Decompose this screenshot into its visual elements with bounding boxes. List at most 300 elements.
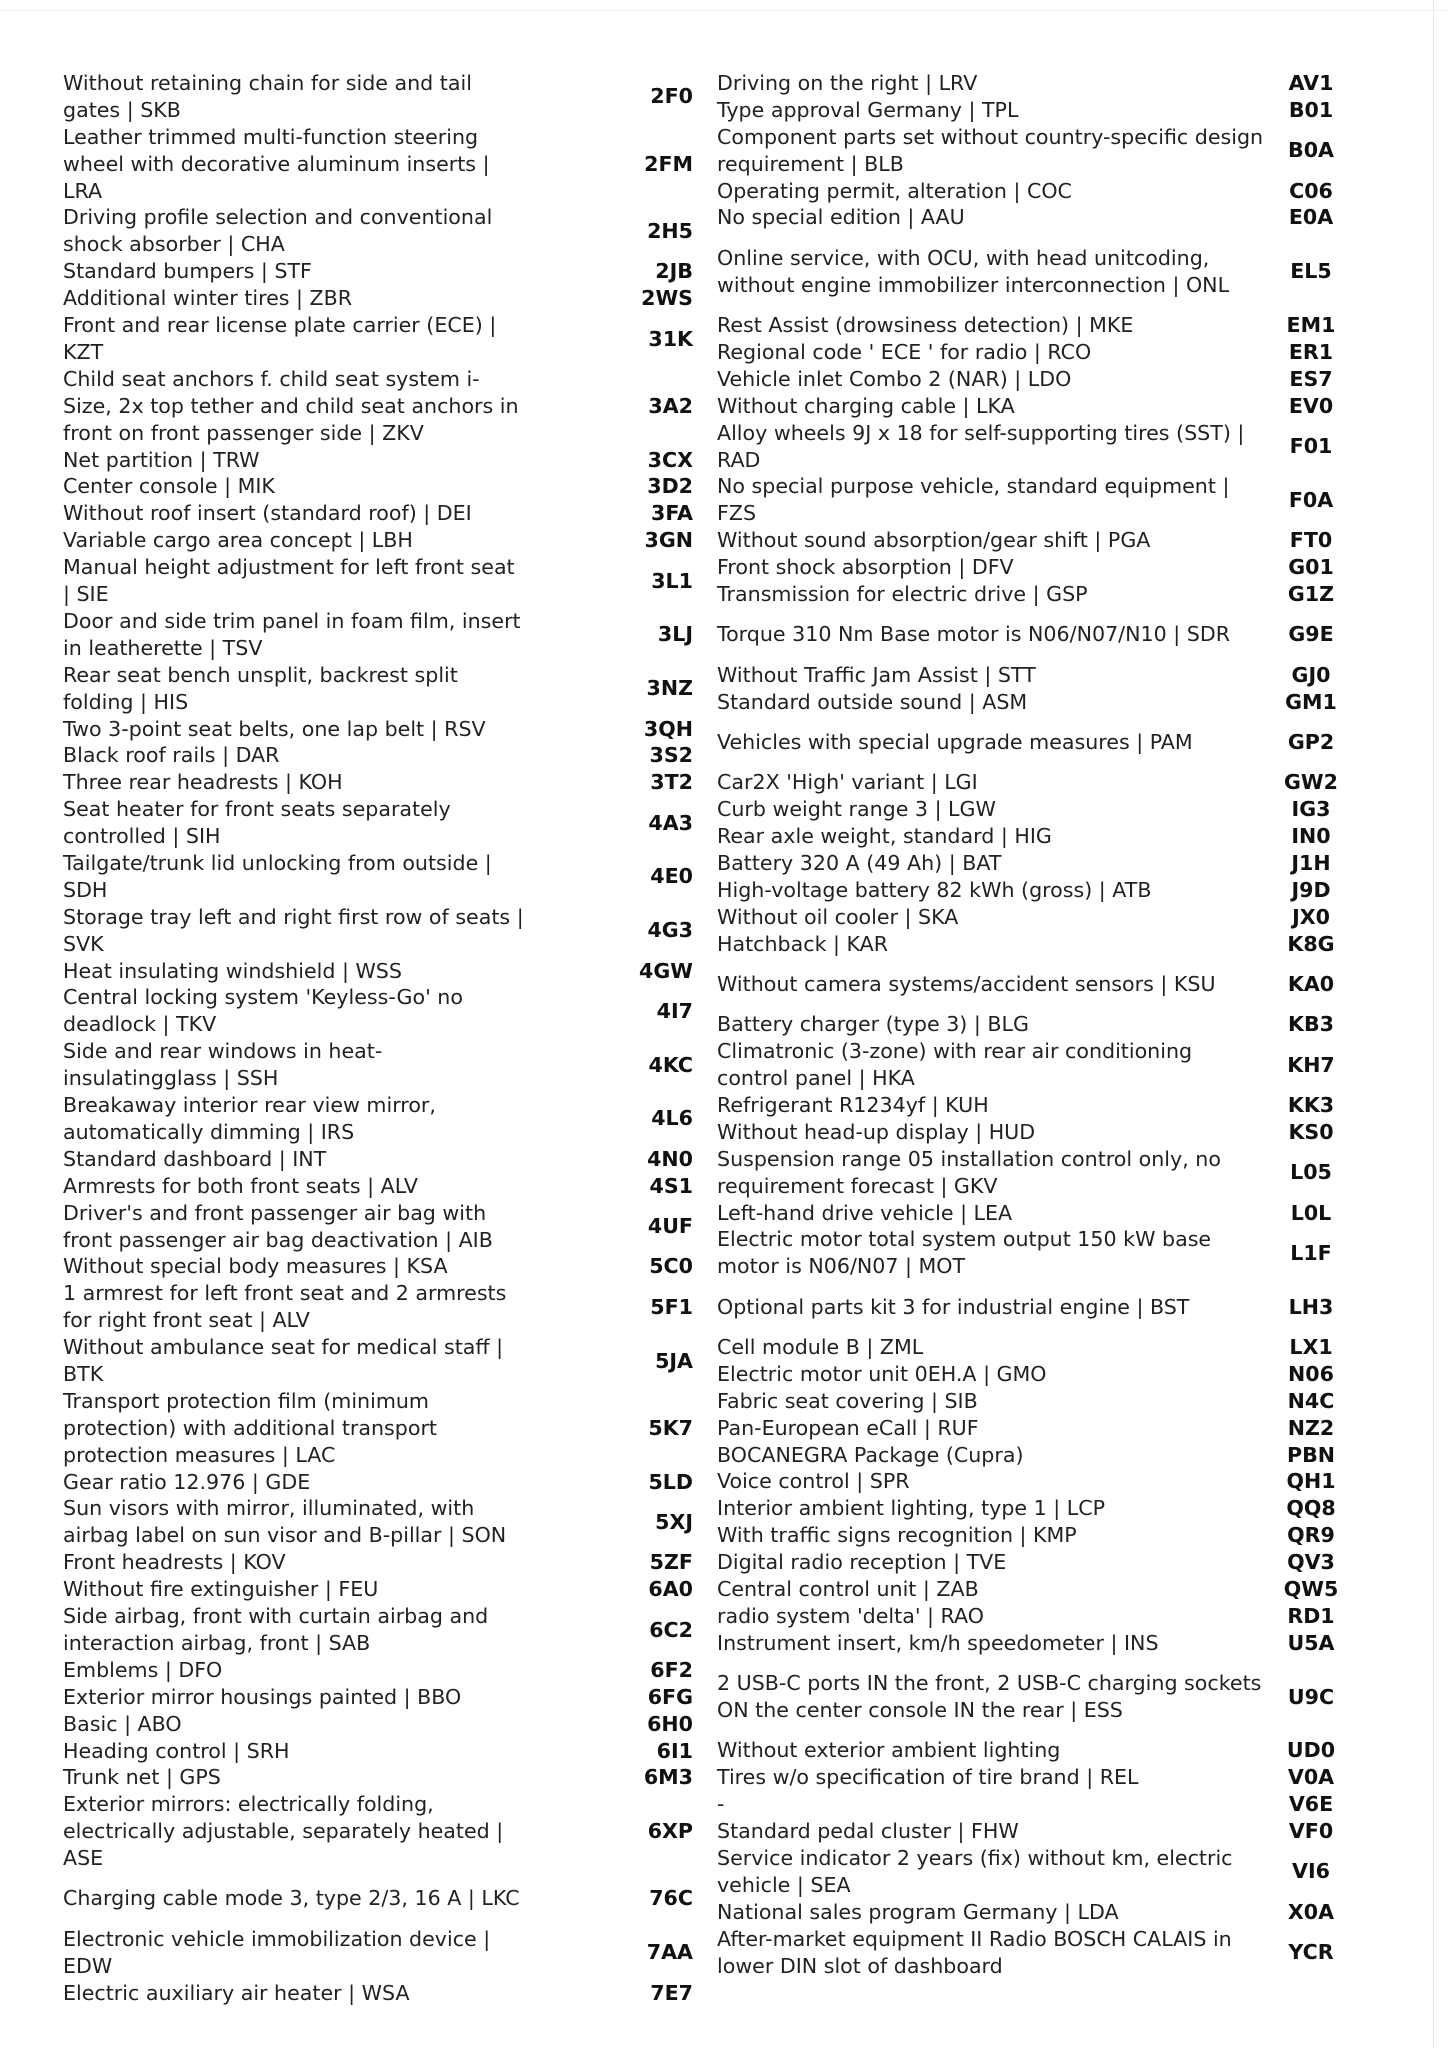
equipment-code: 5ZF [649,1550,693,1575]
equipment-row [717,1549,1357,1576]
equipment-row [717,1495,1357,1522]
equipment-code: KH7 [1287,1052,1335,1077]
equipment-description: Optional parts kit 3 for industrial engine | BST [717,1294,1190,1319]
equipment-row [63,796,693,850]
equipment-description: Interior ambient lighting, type 1 | LCP [717,1496,1106,1521]
equipment-row [717,1442,1357,1469]
equipment-row [63,904,693,958]
equipment-code: 5C0 [649,1254,693,1279]
equipment-row [63,366,693,447]
equipment-row [63,473,693,500]
equipment-description: Seat heater for front seats separately controlled | SIH [63,797,451,849]
equipment-row [63,1791,693,1872]
equipment-description: Exterior mirror housings painted | BBO [63,1684,462,1709]
equipment-description: Driving profile selection and conventional shock absorber | CHA [63,205,493,257]
equipment-code: IN0 [1291,824,1331,849]
equipment-row [63,1764,693,1791]
equipment-description: Standard outside sound | ASM [717,689,1028,714]
equipment-code: 2H5 [647,218,693,243]
page-edge [1433,0,1434,2048]
equipment-code: EL5 [1290,259,1332,284]
equipment-code: B01 [1288,97,1334,122]
equipment-row [63,662,693,716]
equipment-row [717,1468,1357,1495]
equipment-row [717,339,1357,366]
equipment-row [63,1549,693,1576]
equipment-row [717,662,1357,689]
equipment-code: 6F2 [650,1657,693,1682]
equipment-row [63,1872,693,1926]
equipment-code: 7E7 [650,1980,693,2005]
equipment-row [717,473,1357,527]
equipment-description: BOCANEGRA Package (Cupra) [717,1442,1024,1467]
equipment-row [717,1092,1357,1119]
equipment-description: Two 3-point seat belts, one lap belt | RSV [63,716,486,741]
equipment-row [63,1657,693,1684]
equipment-description: Front headrests | KOV [63,1550,286,1575]
equipment-code: 3LJ [657,622,693,647]
equipment-code: 5XJ [655,1509,693,1534]
equipment-code: GP2 [1287,729,1335,754]
equipment-code: G9E [1288,622,1334,647]
equipment-code: AV1 [1288,71,1334,95]
equipment-description: Tires w/o specification of tire brand | REL [717,1765,1139,1790]
equipment-description: Rest Assist (drowsiness detection) | MKE [717,313,1134,338]
equipment-row [63,1576,693,1603]
equipment-description: Battery 320 A (49 Ah) | BAT [717,850,1002,875]
equipment-description: 1 armrest for left front seat and 2 armrests for right front seat | ALV [63,1281,507,1333]
equipment-code: KK3 [1287,1092,1335,1117]
equipment-description: Door and side trim panel in foam film, insert in leatherette | TSV [63,608,521,660]
equipment-row [717,312,1357,339]
equipment-row [717,527,1357,554]
equipment-code: FT0 [1289,528,1333,553]
equipment-code: G1Z [1287,581,1335,606]
equipment-row [717,1630,1357,1657]
equipment-description: Trunk net | GPS [63,1765,221,1790]
equipment-row [717,850,1357,877]
equipment-description: Pan-European eCall | RUF [717,1415,979,1440]
equipment-description: Electronic vehicle immobilization device | EDW [63,1926,491,1978]
equipment-code: 6M3 [643,1765,693,1790]
equipment-description: Tailgate/trunk lid unlocking from outside | SDH [63,850,492,902]
equipment-description: Gear ratio 12.976 | GDE [63,1469,311,1494]
equipment-code: GJ0 [1291,662,1331,687]
equipment-description: Voice control | SPR [717,1469,910,1494]
equipment-description: Exterior mirrors: electrically folding, electrically adjustable, separately heated | ASE [63,1792,504,1871]
equipment-code: N06 [1288,1361,1334,1386]
equipment-row [717,1522,1357,1549]
equipment-code: 31K [648,326,693,351]
equipment-code: 4E0 [650,864,693,889]
equipment-row [717,366,1357,393]
equipment-code: 3L1 [651,568,693,593]
equipment-row [63,716,693,743]
equipment-row [63,1173,693,1200]
equipment-description: Breakaway interior rear view mirror, automatically dimming | IRS [63,1093,436,1144]
equipment-description: Digital radio reception | TVE [717,1550,1007,1575]
equipment-row [717,1415,1357,1442]
equipment-description: After-market equipment II Radio BOSCH CALAIS in lower DIN slot of dashboard [717,1926,1232,1978]
equipment-row [63,1738,693,1765]
equipment-description: Additional winter tires | ZBR [63,286,353,311]
equipment-code: KS0 [1288,1119,1334,1144]
equipment-code: GW2 [1284,770,1338,795]
equipment-row [63,258,693,285]
equipment-description: radio system 'delta' | RAO [717,1603,984,1628]
equipment-description: Left-hand drive vehicle | LEA [717,1200,1013,1225]
equipment-description: Transmission for electric drive | GSP [717,581,1088,606]
equipment-code: 3CX [647,447,693,472]
equipment-row [63,1711,693,1738]
equipment-code: 4G3 [647,918,693,943]
equipment-code: J9D [1291,877,1331,902]
equipment-code: VI6 [1292,1859,1330,1884]
equipment-row [717,1119,1357,1146]
equipment-code: K8G [1287,931,1335,956]
equipment-description: Curb weight range 3 | LGW [717,797,996,822]
equipment-description: Suspension range 05 installation control only, no requirement forecast | GKV [717,1146,1221,1198]
equipment-code: KA0 [1287,971,1335,996]
equipment-description: Alloy wheels 9J x 18 for self-supporting tires (SST) | RAD [717,420,1245,472]
equipment-row [63,1200,693,1254]
equipment-code: 4GW [639,958,693,983]
equipment-description: Without sound absorption/gear shift | PGA [717,528,1151,553]
equipment-row [717,204,1357,231]
equipment-code: 4I7 [656,998,693,1023]
equipment-code: F0A [1288,487,1334,512]
equipment-row [717,1818,1357,1845]
equipment-description: Regional code ' ECE ' for radio | RCO [717,339,1092,364]
equipment-row [717,957,1357,1011]
equipment-description: Basic | ABO [63,1711,182,1736]
equipment-description: Emblems | DFO [63,1657,223,1682]
equipment-description: Central control unit | ZAB [717,1577,979,1602]
equipment-code: 76C [649,1886,693,1911]
equipment-row [63,984,693,1038]
equipment-code: 2F0 [650,84,693,109]
equipment-description: 2 USB-C ports IN the front, 2 USB-C charging sockets ON the center console IN the rear | ESS [717,1671,1262,1723]
equipment-description: Standard bumpers | STF [63,259,312,284]
equipment-code: QQ8 [1286,1496,1336,1521]
equipment-row [717,1200,1357,1227]
equipment-description: Vehicle inlet Combo 2 (NAR) | LDO [717,366,1072,391]
equipment-code: 5JA [655,1348,693,1373]
equipment-row [63,1603,693,1657]
left-column [63,70,693,2006]
equipment-row [717,689,1357,716]
equipment-description: National sales program Germany | LDA [717,1899,1119,1924]
equipment-code: E0A [1288,205,1334,230]
equipment-description: Manual height adjustment for left front seat | SIE [63,555,515,607]
equipment-row [63,204,693,258]
equipment-description: Heading control | SRH [63,1738,290,1763]
equipment-row [717,581,1357,608]
equipment-code: 5LD [648,1469,693,1494]
right-column [717,70,1357,1979]
equipment-description: Driving on the right | LRV [717,71,978,95]
equipment-row [717,1146,1357,1200]
equipment-description: Service indicator 2 years (fix) without km, electric vehicle | SEA [717,1845,1233,1897]
equipment-row [63,850,693,904]
equipment-row [717,1334,1357,1361]
equipment-description: Heat insulating windshield | WSS [63,958,402,983]
equipment-description: Without head-up display | HUD [717,1119,1036,1144]
equipment-row [717,1011,1357,1038]
equipment-code: 3FA [651,501,693,526]
equipment-row [717,70,1357,97]
equipment-code: B0A [1288,138,1334,163]
equipment-code: U9C [1287,1684,1335,1709]
equipment-code: 4KC [648,1052,693,1077]
equipment-row [717,769,1357,796]
equipment-description: Center console | MIK [63,474,275,499]
equipment-description: Net partition | TRW [63,447,260,472]
equipment-description: Operating permit, alteration | COC [717,178,1072,203]
equipment-row [717,178,1357,205]
equipment-row [717,1899,1357,1926]
equipment-row [717,1361,1357,1388]
equipment-description: Black roof rails | DAR [63,743,280,768]
equipment-description: Electric motor unit 0EH.A | GMO [717,1361,1047,1386]
equipment-row [717,1038,1357,1092]
equipment-row [63,1495,693,1549]
equipment-code: V0A [1287,1765,1335,1790]
equipment-row [717,1280,1357,1334]
equipment-description: Armrests for both front seats | ALV [63,1173,418,1198]
equipment-row [717,1603,1357,1630]
equipment-code: 4S1 [649,1173,693,1198]
equipment-code: V6E [1288,1792,1334,1817]
equipment-description: Without special body measures | KSA [63,1254,448,1279]
equipment-code: N4C [1287,1388,1335,1413]
equipment-description: Electric motor total system output 150 kW base motor is N06/N07 | MOT [717,1227,1212,1279]
equipment-code: EV0 [1288,393,1334,418]
equipment-row [63,1684,693,1711]
equipment-description: Charging cable mode 3, type 2/3, 16 A | LKC [63,1886,520,1911]
equipment-code: PBN [1286,1442,1336,1467]
equipment-code: QW5 [1283,1577,1339,1602]
equipment-row [717,97,1357,124]
equipment-code: 6FG [647,1684,693,1709]
equipment-code: 6I1 [656,1738,693,1763]
equipment-description: Driver's and front passenger air bag with front passenger air bag deactivation | AIB [63,1200,493,1252]
equipment-code: 3A2 [648,393,693,418]
equipment-description: Side and rear windows in heat-insulatingglass | SSH [63,1039,383,1091]
equipment-description: Front and rear license plate carrier (ECE) | KZT [63,313,497,364]
equipment-row [63,1280,693,1334]
equipment-description: No special edition | AAU [717,205,965,230]
equipment-description: With traffic signs recognition | KMP [717,1523,1077,1548]
equipment-row [63,285,693,312]
equipment-code: NZ2 [1287,1415,1335,1440]
equipment-code: 7AA [646,1940,693,1965]
equipment-row [63,1334,693,1388]
equipment-code: 6XP [647,1819,693,1844]
equipment-code: 5K7 [648,1415,693,1440]
equipment-row [63,1926,693,1980]
equipment-description: Standard dashboard | INT [63,1146,327,1171]
equipment-code: 3QH [643,716,693,741]
equipment-code: 4L6 [651,1106,693,1131]
equipment-code: U5A [1287,1630,1335,1655]
equipment-row [717,1845,1357,1899]
equipment-row [717,1657,1357,1738]
equipment-description: Component parts set without country-specific design requirement | BLB [717,124,1264,176]
equipment-description: Instrument insert, km/h speedometer | INS [717,1630,1159,1655]
equipment-code: VF0 [1288,1819,1334,1844]
equipment-row [717,608,1357,662]
equipment-code: YCR [1288,1940,1334,1965]
equipment-code: KB3 [1288,1012,1334,1037]
equipment-code: C06 [1289,178,1333,203]
equipment-description: Three rear headrests | KOH [63,770,343,795]
equipment-row [717,877,1357,904]
equipment-row [63,1146,693,1173]
equipment-description: Battery charger (type 3) | BLG [717,1012,1029,1037]
equipment-description: Variable cargo area concept | LBH [63,528,413,553]
equipment-description: Climatronic (3-zone) with rear air conditioning control panel | HKA [717,1039,1193,1091]
equipment-description: Sun visors with mirror, illuminated, with airbag label on sun visor and B-pillar | SON [63,1496,507,1548]
equipment-description: Vehicles with special upgrade measures | PAM [717,729,1193,754]
equipment-code: 5F1 [650,1294,693,1319]
equipment-code: QH1 [1286,1469,1336,1494]
equipment-description: Without Traffic Jam Assist | STT [717,662,1036,687]
equipment-code: 6C2 [649,1617,693,1642]
equipment-row [717,823,1357,850]
equipment-description: Without roof insert (standard roof) | DEI [63,501,472,526]
equipment-row [717,393,1357,420]
equipment-description: Fabric seat covering | SIB [717,1388,978,1413]
equipment-description: Rear seat bench unsplit, backrest split folding | HIS [63,662,458,714]
equipment-description: Transport protection film (minimum protection) with additional transport protection measures | LAC [63,1388,437,1467]
equipment-row [717,420,1357,474]
equipment-description: Type approval Germany | TPL [717,97,1019,122]
equipment-code: 2JB [655,259,693,284]
equipment-code: L05 [1290,1160,1332,1185]
equipment-row [717,904,1357,931]
equipment-row [63,742,693,769]
equipment-row [63,70,693,124]
equipment-row [717,931,1357,958]
equipment-row [63,312,693,366]
equipment-description: Electric auxiliary air heater | WSA [63,1980,410,2005]
equipment-description: Torque 310 Nm Base motor is N06/N07/N10 | SDR [717,622,1231,647]
equipment-description: Online service, with OCU, with head unitcoding, without engine immobilizer interconnection | ONL [717,245,1230,297]
equipment-description: Storage tray left and right first row of seats | SVK [63,904,524,956]
equipment-row [63,527,693,554]
equipment-description: Hatchback | KAR [717,931,889,956]
equipment-code: L1F [1290,1240,1332,1265]
equipment-row [717,124,1357,178]
equipment-code: J1H [1291,850,1331,875]
equipment-description: Front shock absorption | DFV [717,555,1014,580]
equipment-row [63,958,693,985]
equipment-description: Refrigerant R1234yf | KUH [717,1092,989,1117]
equipment-row [717,1576,1357,1603]
top-border [0,10,1448,11]
equipment-description: Leather trimmed multi-function steering wheel with decorative aluminum inserts | LRA [63,124,490,203]
equipment-description: No special purpose vehicle, standard equipment | FZS [717,474,1230,526]
equipment-row [63,608,693,662]
equipment-code: 3NZ [646,676,693,701]
equipment-description: Without charging cable | LKA [717,393,1015,418]
equipment-description: Car2X 'High' variant | LGI [717,770,978,795]
equipment-description: Without fire extinguisher | FEU [63,1577,379,1602]
equipment-description: Standard pedal cluster | FHW [717,1819,1019,1844]
equipment-row [63,1980,693,2007]
equipment-code: 2FM [644,151,693,176]
equipment-row [717,715,1357,769]
equipment-row [63,1092,693,1146]
equipment-code: 4N0 [647,1146,693,1171]
equipment-code: QR9 [1287,1523,1335,1548]
equipment-code: X0A [1287,1899,1335,1924]
equipment-code: 3T2 [650,770,693,795]
equipment-row [717,1791,1357,1818]
equipment-description: Without oil cooler | SKA [717,904,959,929]
equipment-row [717,231,1357,312]
equipment-code: LX1 [1289,1335,1333,1360]
equipment-row [63,769,693,796]
equipment-code: F01 [1289,434,1333,459]
equipment-row [63,447,693,474]
equipment-description: Without camera systems/accident sensors | KSU [717,971,1216,996]
equipment-row [63,124,693,205]
equipment-row [63,1253,693,1280]
equipment-row [717,554,1357,581]
equipment-code: 3D2 [647,474,693,499]
equipment-description: Central locking system 'Keyless-Go' no deadlock | TKV [63,985,463,1037]
equipment-row [717,1737,1357,1764]
equipment-code: RD1 [1287,1603,1335,1628]
equipment-row [63,1038,693,1092]
equipment-code: 3S2 [649,743,693,768]
equipment-code: G01 [1288,555,1334,580]
equipment-code: LH3 [1288,1294,1334,1319]
equipment-code: JX0 [1292,904,1330,929]
equipment-code: 6A0 [648,1577,693,1602]
equipment-row [717,1226,1357,1280]
equipment-row [717,1388,1357,1415]
equipment-code: IG3 [1291,797,1331,822]
equipment-description: High-voltage battery 82 kWh (gross) | ATB [717,877,1152,902]
equipment-code: 2WS [641,286,693,311]
equipment-row [63,554,693,608]
equipment-code: UD0 [1286,1738,1336,1763]
equipment-code: EM1 [1286,313,1336,338]
equipment-row [63,500,693,527]
equipment-description: Without exterior ambient lighting [717,1738,1061,1763]
equipment-code: ER1 [1288,339,1334,364]
equipment-description: Side airbag, front with curtain airbag and interaction airbag, front | SAB [63,1604,489,1655]
equipment-description: Rear axle weight, standard | HIG [717,824,1052,849]
equipment-description: Without retaining chain for side and tail gates | SKB [63,71,472,122]
equipment-description: Cell module B | ZML [717,1335,924,1360]
equipment-code: GM1 [1285,689,1337,714]
equipment-code: ES7 [1289,366,1333,391]
equipment-code: 4UF [647,1214,693,1239]
equipment-row [717,1764,1357,1791]
equipment-code: 3GN [644,528,693,553]
equipment-description: Child seat anchors f. child seat system i-Size, 2x top tether and child seat anchors in front on front passenger side | ZKV [63,366,519,445]
equipment-row [717,796,1357,823]
equipment-code: 6H0 [647,1711,693,1736]
equipment-description: - [717,1792,725,1817]
equipment-row [63,1388,693,1469]
equipment-row [717,1926,1357,1980]
equipment-row [63,1469,693,1496]
